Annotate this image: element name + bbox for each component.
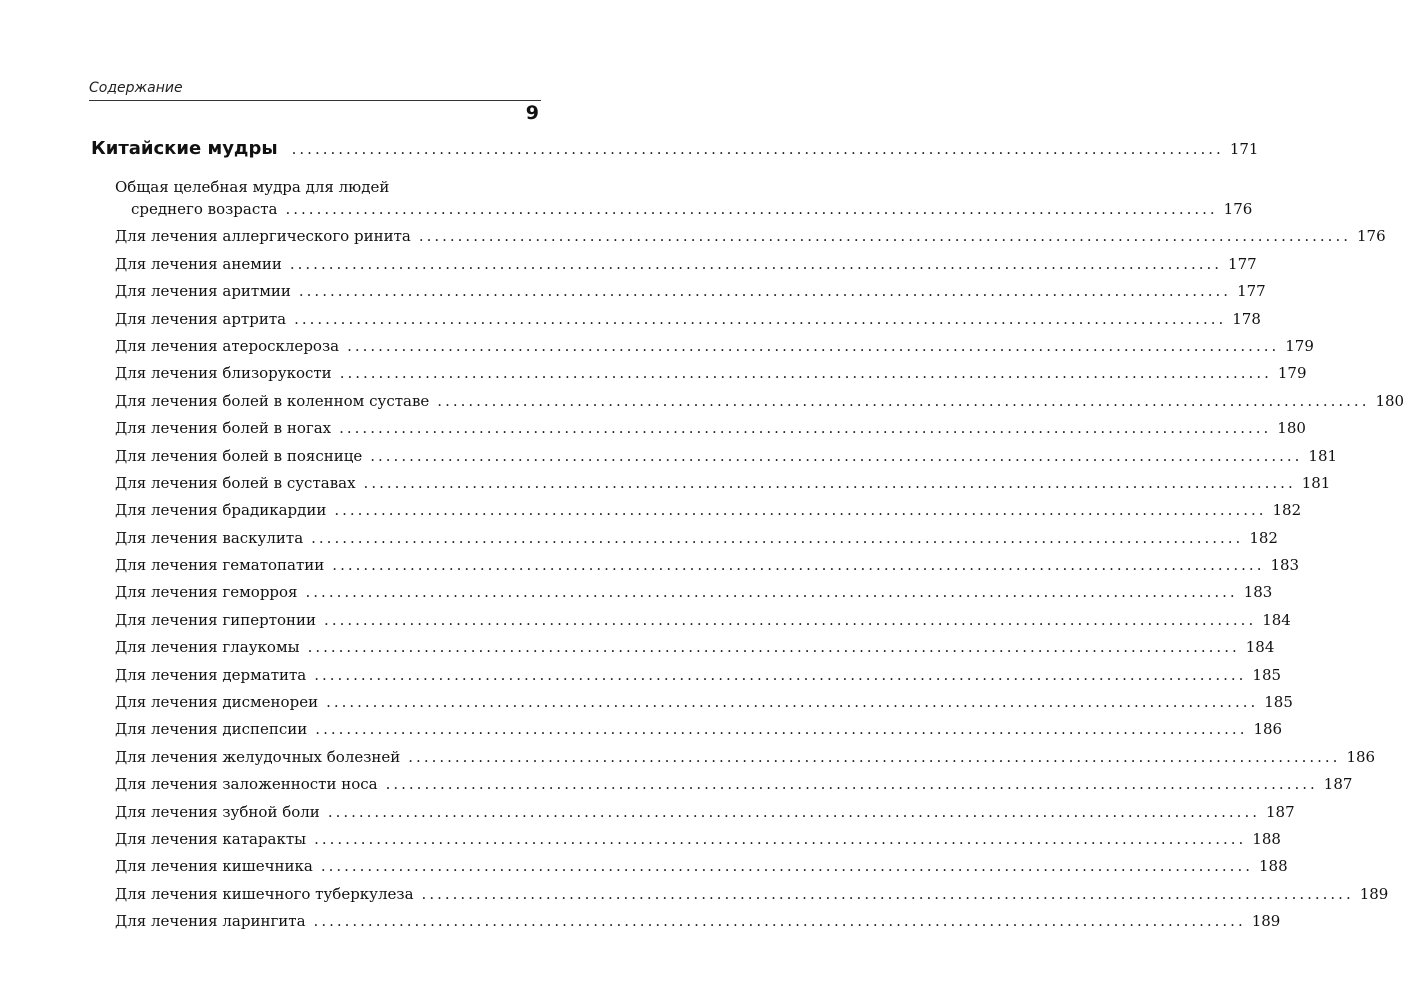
dot-leader: ........................................................................................................................ bbox=[298, 282, 1232, 301]
toc-page-number: 182 bbox=[1249, 528, 1278, 547]
toc-page-number: 189 bbox=[1359, 884, 1389, 903]
toc-entry-title: Для лечения болей в суставах bbox=[115, 473, 356, 492]
toc-entry[interactable] bbox=[91, 528, 1278, 556]
dot-leader: ........................................................................................................................ bbox=[327, 802, 1260, 821]
toc-entry-title: Для лечения артрита bbox=[115, 309, 287, 328]
toc-entry[interactable] bbox=[91, 775, 1353, 802]
toc-entry[interactable] bbox=[91, 665, 1282, 693]
toc-entry[interactable] bbox=[91, 829, 1281, 857]
toc-entry-title: Для лечения аллергического ринита bbox=[115, 227, 411, 246]
page-number: 9 bbox=[525, 102, 539, 124]
toc-page-number: 177 bbox=[1228, 254, 1257, 273]
toc-entry-title: Для лечения атеросклероза bbox=[115, 336, 340, 355]
toc-entry-title: Для лечения кишечника bbox=[115, 857, 313, 876]
dot-leader: ........................................................................................................................ bbox=[313, 912, 1246, 931]
toc-entry[interactable] bbox=[91, 446, 1338, 474]
toc-entry[interactable] bbox=[91, 282, 1266, 309]
toc-page-number: 179 bbox=[1277, 364, 1307, 383]
toc-entry[interactable] bbox=[91, 583, 1273, 610]
toc-entry[interactable] bbox=[91, 747, 1376, 775]
dot-leader: ........................................................................................................................ bbox=[418, 227, 1351, 246]
toc-entry-title: среднего возраста bbox=[131, 200, 278, 218]
toc-page-number: 188 bbox=[1252, 829, 1281, 848]
toc-entry[interactable] bbox=[91, 610, 1291, 638]
toc-page-number: 183 bbox=[1243, 583, 1273, 602]
toc-page-number: 189 bbox=[1251, 912, 1281, 931]
toc-entry[interactable] bbox=[91, 693, 1293, 720]
toc-entry-title: Для лечения аритмии bbox=[115, 282, 291, 301]
dot-leader: ........................................................................................................................ bbox=[314, 665, 1247, 684]
toc-entry[interactable] bbox=[91, 419, 1306, 446]
toc-entry[interactable] bbox=[91, 720, 1283, 747]
toc-section-heading[interactable] bbox=[91, 138, 1259, 176]
dot-leader: ........................................................................................................................ bbox=[315, 720, 1248, 739]
toc-entry[interactable] bbox=[91, 912, 1281, 939]
dot-leader: ........................................................................................................................ bbox=[314, 829, 1247, 848]
toc-entry-title: Для лечения болей в коленном суставе bbox=[115, 391, 430, 410]
toc-page-number: 184 bbox=[1262, 610, 1291, 629]
toc-entry[interactable] bbox=[91, 501, 1302, 528]
toc-page-number: 186 bbox=[1346, 747, 1376, 766]
toc-page-number: 187 bbox=[1323, 775, 1353, 794]
dot-leader: ........................................................................................................................ bbox=[326, 693, 1259, 712]
toc-entry-title: Для лечения васкулита bbox=[115, 528, 304, 547]
toc-page-number: 181 bbox=[1308, 446, 1338, 465]
toc-entry-general-line1[interactable] bbox=[91, 178, 515, 200]
toc-page-number: 181 bbox=[1301, 473, 1331, 492]
toc-entry-title: Для лечения дисменореи bbox=[115, 693, 319, 712]
toc-entry-title: Для лечения болей в пояснице bbox=[115, 446, 363, 465]
toc-page-number: 182 bbox=[1272, 501, 1302, 520]
header-rule bbox=[89, 100, 541, 101]
toc-entry[interactable] bbox=[91, 309, 1261, 337]
toc-page-number: 176 bbox=[1223, 200, 1253, 218]
dot-leader: ........................................................................................................................ bbox=[307, 638, 1240, 657]
toc-entry-title: Для лечения анемии bbox=[115, 254, 282, 273]
running-head-title: Содержание bbox=[89, 80, 183, 96]
toc-page-number: 185 bbox=[1264, 693, 1293, 712]
dot-leader: ........................................................................................................................ bbox=[408, 747, 1341, 766]
dot-leader: ........................................................................................................................ bbox=[421, 884, 1354, 903]
dot-leader: ........................................................................................................................ bbox=[311, 528, 1244, 547]
dot-leader: ........................................................................................................................ bbox=[294, 309, 1227, 328]
toc-entry-title: Для лечения катаракты bbox=[115, 829, 307, 848]
toc-entry-title: Для лечения глаукомы bbox=[115, 638, 300, 657]
toc-entry-title: Для лечения зубной боли bbox=[115, 802, 320, 821]
dot-leader: ........................................................................................................................ bbox=[370, 446, 1303, 465]
toc-entry-title: Общая целебная мудра для людей bbox=[115, 178, 390, 196]
toc-page-number: 185 bbox=[1252, 665, 1282, 684]
toc-page-number: 178 bbox=[1232, 309, 1261, 328]
dot-leader: ........................................................................................................................ bbox=[339, 419, 1272, 438]
dot-leader: ........................................................................................................................ bbox=[339, 364, 1272, 383]
toc-entry[interactable] bbox=[91, 254, 1257, 282]
toc-entry-title: Для лечения болей в ногах bbox=[115, 419, 332, 438]
toc-entry-list bbox=[91, 227, 1404, 939]
toc-page-number: 188 bbox=[1258, 857, 1288, 876]
toc-page-number: 186 bbox=[1253, 720, 1283, 739]
toc-section-title: Китайские мудры bbox=[91, 138, 278, 159]
toc-entry[interactable] bbox=[91, 391, 1404, 419]
toc-entry[interactable] bbox=[91, 556, 1300, 583]
toc-page-number: 180 bbox=[1277, 419, 1306, 438]
toc-entry-title: Для лечения гематопатии bbox=[115, 556, 325, 575]
toc-entry-general-line2[interactable] bbox=[91, 200, 1253, 227]
toc-page-number: 179 bbox=[1285, 336, 1314, 355]
toc-page-number: 183 bbox=[1270, 556, 1300, 575]
toc-entry-title: Для лечения кишечного туберкулеза bbox=[115, 884, 414, 903]
toc-entry[interactable] bbox=[91, 227, 1386, 254]
toc-entry-title: Для лечения ларингита bbox=[115, 912, 306, 931]
toc-page-number: 180 bbox=[1375, 391, 1404, 410]
toc-page-number: 176 bbox=[1356, 227, 1386, 246]
dot-leader: ........................................................................................................................ bbox=[305, 583, 1238, 602]
dot-leader: ........................................................................................................................ bbox=[320, 857, 1253, 876]
toc-page-number: 177 bbox=[1237, 282, 1266, 301]
toc-entry-title: Для лечения заложенности носа bbox=[115, 775, 378, 794]
toc-page-number: 187 bbox=[1265, 802, 1295, 821]
toc-entry[interactable] bbox=[91, 802, 1295, 830]
dot-leader: ........................................................................................................................ bbox=[437, 391, 1370, 410]
table-of-contents bbox=[91, 138, 1404, 940]
toc-entry-title: Для лечения брадикардии bbox=[115, 501, 327, 520]
dot-leader: ........................................................................................................................ bbox=[332, 556, 1265, 575]
dot-leader: ........................................................................................................................ bbox=[285, 200, 1218, 218]
toc-entry[interactable] bbox=[91, 336, 1314, 364]
dot-leader: ........................................................................................................................ bbox=[363, 473, 1296, 492]
toc-entry[interactable] bbox=[91, 884, 1389, 912]
toc-entry-title: Для лечения геморроя bbox=[115, 583, 298, 602]
toc-entry-title: Для лечения близорукости bbox=[115, 364, 332, 383]
dot-leader: ........................................................................................................................ bbox=[289, 254, 1223, 273]
dot-leader: ........................................................................................................................ bbox=[291, 140, 1224, 158]
dot-leader: ........................................................................................................................ bbox=[324, 610, 1257, 629]
toc-entry-title: Для лечения диспепсии bbox=[115, 720, 308, 739]
toc-page-number: 171 bbox=[1229, 140, 1259, 158]
toc-page-number: 184 bbox=[1245, 638, 1275, 657]
toc-entry[interactable] bbox=[91, 473, 1331, 501]
dot-leader: ........................................................................................................................ bbox=[347, 336, 1280, 355]
toc-entry[interactable] bbox=[91, 638, 1275, 665]
dot-leader: ........................................................................................................................ bbox=[334, 501, 1267, 520]
dot-leader: ........................................................................................................................ bbox=[385, 775, 1318, 794]
toc-entry-title: Для лечения дерматита bbox=[115, 665, 307, 684]
toc-entry[interactable] bbox=[91, 857, 1288, 884]
toc-entry-title: Для лечения желудочных болезней bbox=[115, 747, 401, 766]
toc-entry-title: Для лечения гипертонии bbox=[115, 610, 317, 629]
toc-entry[interactable] bbox=[91, 364, 1307, 391]
